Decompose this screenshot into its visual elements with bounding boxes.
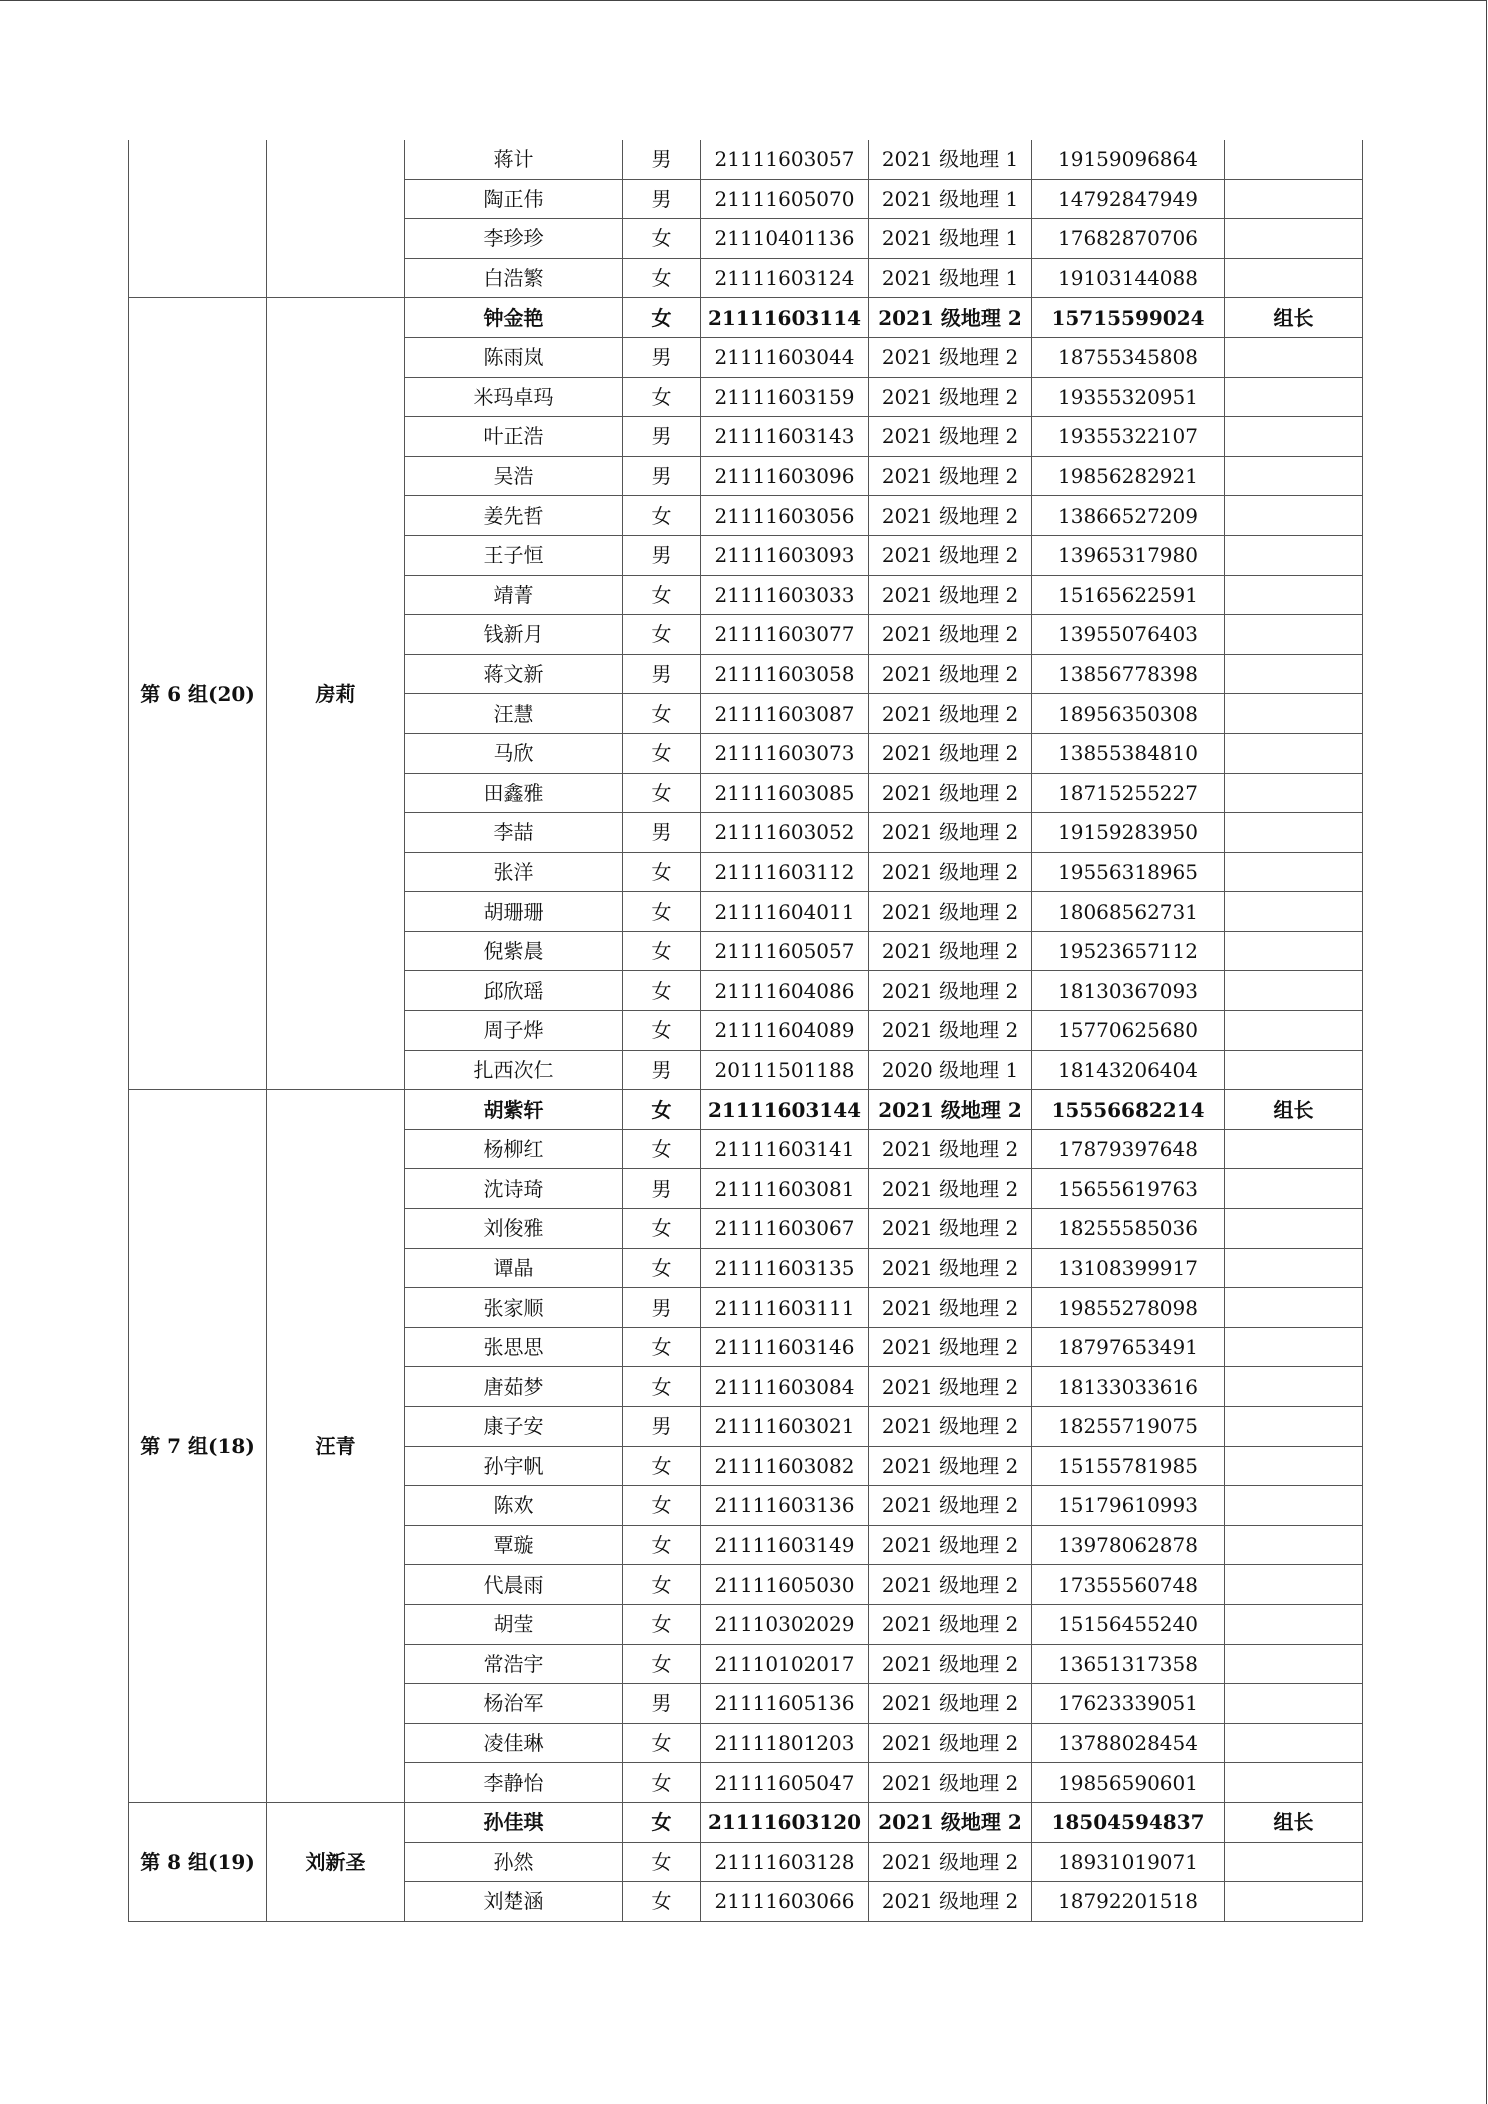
member-role-cell — [1225, 892, 1363, 932]
member-role-cell — [1225, 140, 1363, 179]
member-gender-cell: 女 — [623, 1446, 701, 1486]
group-teacher-cell: 汪青 — [267, 1090, 405, 1803]
member-class-cell: 2021 级地理 2 — [869, 892, 1032, 932]
member-role-cell — [1225, 337, 1363, 377]
member-phone-cell: 18255585036 — [1032, 1209, 1225, 1249]
member-class-cell: 2021 级地理 2 — [869, 496, 1032, 536]
member-class-cell: 2021 级地理 2 — [869, 1169, 1032, 1209]
group-label-cell: 第 7 组(18) — [129, 1090, 267, 1803]
member-role-cell — [1225, 1446, 1363, 1486]
member-name-cell: 张家顺 — [405, 1288, 623, 1328]
member-id-cell: 21110102017 — [701, 1644, 869, 1684]
member-gender-cell: 女 — [623, 1011, 701, 1051]
member-class-cell: 2021 级地理 1 — [869, 140, 1032, 179]
table-row — [129, 1802, 1363, 1842]
member-phone-cell: 19355322107 — [1032, 417, 1225, 457]
member-role-cell — [1225, 615, 1363, 655]
member-class-cell: 2021 级地理 2 — [869, 971, 1032, 1011]
member-role-cell: 组长 — [1225, 298, 1363, 338]
member-gender-cell: 女 — [623, 258, 701, 298]
member-class-cell: 2021 级地理 2 — [869, 1604, 1032, 1644]
member-role-cell — [1225, 1248, 1363, 1288]
member-gender-cell: 女 — [623, 1209, 701, 1249]
member-name-cell: 姜先哲 — [405, 496, 623, 536]
member-role-cell — [1225, 417, 1363, 457]
member-id-cell: 21111605047 — [701, 1763, 869, 1803]
member-role-cell — [1225, 1407, 1363, 1447]
member-name-cell: 康子安 — [405, 1407, 623, 1447]
member-name-cell: 常浩宇 — [405, 1644, 623, 1684]
member-gender-cell: 女 — [623, 1723, 701, 1763]
member-name-cell: 陶正伟 — [405, 179, 623, 219]
member-phone-cell: 15155781985 — [1032, 1446, 1225, 1486]
member-phone-cell: 18715255227 — [1032, 773, 1225, 813]
member-name-cell: 白浩繁 — [405, 258, 623, 298]
member-class-cell: 2021 级地理 2 — [869, 456, 1032, 496]
member-class-cell: 2021 级地理 2 — [869, 1288, 1032, 1328]
group-label-cell — [129, 140, 267, 298]
member-role-cell — [1225, 1763, 1363, 1803]
member-name-cell: 倪紫晨 — [405, 931, 623, 971]
member-class-cell: 2021 级地理 2 — [869, 1684, 1032, 1724]
member-gender-cell: 男 — [623, 535, 701, 575]
member-name-cell: 李珍珍 — [405, 219, 623, 259]
member-phone-cell: 15179610993 — [1032, 1486, 1225, 1526]
member-name-cell: 吴浩 — [405, 456, 623, 496]
member-name-cell: 杨柳红 — [405, 1129, 623, 1169]
member-gender-cell: 女 — [623, 1525, 701, 1565]
member-gender-cell: 女 — [623, 575, 701, 615]
member-name-cell: 杨治军 — [405, 1684, 623, 1724]
member-role-cell — [1225, 773, 1363, 813]
member-class-cell: 2021 级地理 2 — [869, 852, 1032, 892]
member-name-cell: 蒋文新 — [405, 654, 623, 694]
member-gender-cell: 女 — [623, 1802, 701, 1842]
member-phone-cell: 18956350308 — [1032, 694, 1225, 734]
member-role-cell — [1225, 535, 1363, 575]
member-class-cell: 2021 级地理 2 — [869, 773, 1032, 813]
member-class-cell: 2021 级地理 2 — [869, 1486, 1032, 1526]
member-id-cell: 21111605070 — [701, 179, 869, 219]
member-gender-cell: 男 — [623, 337, 701, 377]
member-role-cell — [1225, 733, 1363, 773]
member-phone-cell: 13856778398 — [1032, 654, 1225, 694]
member-gender-cell: 女 — [623, 1604, 701, 1644]
member-role-cell — [1225, 1367, 1363, 1407]
member-gender-cell: 女 — [623, 1882, 701, 1922]
member-role-cell — [1225, 456, 1363, 496]
member-gender-cell: 女 — [623, 615, 701, 655]
member-gender-cell: 男 — [623, 417, 701, 457]
member-class-cell: 2021 级地理 2 — [869, 1446, 1032, 1486]
member-phone-cell: 17879397648 — [1032, 1129, 1225, 1169]
member-name-cell: 李静怡 — [405, 1763, 623, 1803]
member-role-cell — [1225, 1525, 1363, 1565]
member-role-cell — [1225, 1842, 1363, 1882]
member-phone-cell: 18755345808 — [1032, 337, 1225, 377]
member-gender-cell: 女 — [623, 694, 701, 734]
member-id-cell: 21111801203 — [701, 1723, 869, 1763]
member-phone-cell: 15655619763 — [1032, 1169, 1225, 1209]
member-class-cell: 2021 级地理 2 — [869, 813, 1032, 853]
member-gender-cell: 男 — [623, 1407, 701, 1447]
group-teacher-cell: 刘新圣 — [267, 1802, 405, 1921]
member-id-cell: 21111603073 — [701, 733, 869, 773]
member-name-cell: 胡珊珊 — [405, 892, 623, 932]
member-phone-cell: 19355320951 — [1032, 377, 1225, 417]
member-name-cell: 汪慧 — [405, 694, 623, 734]
member-id-cell: 21111603084 — [701, 1367, 869, 1407]
member-class-cell: 2021 级地理 2 — [869, 733, 1032, 773]
member-phone-cell: 18931019071 — [1032, 1842, 1225, 1882]
member-gender-cell: 男 — [623, 456, 701, 496]
member-id-cell: 21111603058 — [701, 654, 869, 694]
member-id-cell: 21111603144 — [701, 1090, 869, 1130]
member-gender-cell: 女 — [623, 733, 701, 773]
member-id-cell: 21111603081 — [701, 1169, 869, 1209]
member-name-cell: 刘俊雅 — [405, 1209, 623, 1249]
member-name-cell: 米玛卓玛 — [405, 377, 623, 417]
member-role-cell — [1225, 931, 1363, 971]
member-id-cell: 21111603077 — [701, 615, 869, 655]
member-id-cell: 21111603159 — [701, 377, 869, 417]
member-name-cell: 钱新月 — [405, 615, 623, 655]
group-roster-table — [128, 140, 1363, 1922]
member-role-cell — [1225, 1565, 1363, 1605]
member-role-cell — [1225, 1288, 1363, 1328]
member-class-cell: 2021 级地理 2 — [869, 654, 1032, 694]
member-name-cell: 陈欢 — [405, 1486, 623, 1526]
member-phone-cell: 19856590601 — [1032, 1763, 1225, 1803]
member-id-cell: 21111603056 — [701, 496, 869, 536]
member-class-cell: 2021 级地理 2 — [869, 1129, 1032, 1169]
member-role-cell — [1225, 852, 1363, 892]
member-gender-cell: 女 — [623, 971, 701, 1011]
member-class-cell: 2021 级地理 2 — [869, 1407, 1032, 1447]
member-role-cell — [1225, 1327, 1363, 1367]
member-class-cell: 2021 级地理 2 — [869, 1842, 1032, 1882]
group-label-cell: 第 6 组(20) — [129, 298, 267, 1090]
member-class-cell: 2021 级地理 2 — [869, 1090, 1032, 1130]
member-id-cell: 21111603141 — [701, 1129, 869, 1169]
roster-body — [129, 140, 1363, 1921]
member-id-cell: 20111501188 — [701, 1050, 869, 1090]
member-class-cell: 2021 级地理 1 — [869, 258, 1032, 298]
member-role-cell — [1225, 694, 1363, 734]
member-id-cell: 21111604011 — [701, 892, 869, 932]
member-gender-cell: 男 — [623, 1684, 701, 1724]
member-gender-cell: 女 — [623, 219, 701, 259]
member-gender-cell: 女 — [623, 892, 701, 932]
member-name-cell: 孙然 — [405, 1842, 623, 1882]
member-id-cell: 21110302029 — [701, 1604, 869, 1644]
member-phone-cell: 18797653491 — [1032, 1327, 1225, 1367]
member-phone-cell: 19855278098 — [1032, 1288, 1225, 1328]
member-name-cell: 沈诗琦 — [405, 1169, 623, 1209]
member-id-cell: 21111603082 — [701, 1446, 869, 1486]
member-role-cell — [1225, 1644, 1363, 1684]
member-gender-cell: 男 — [623, 654, 701, 694]
member-class-cell: 2021 级地理 2 — [869, 337, 1032, 377]
member-phone-cell: 15165622591 — [1032, 575, 1225, 615]
member-id-cell: 21111603033 — [701, 575, 869, 615]
member-gender-cell: 女 — [623, 1129, 701, 1169]
member-role-cell — [1225, 1604, 1363, 1644]
member-phone-cell: 18133033616 — [1032, 1367, 1225, 1407]
member-gender-cell: 女 — [623, 1090, 701, 1130]
member-name-cell: 马欣 — [405, 733, 623, 773]
member-id-cell: 21111603021 — [701, 1407, 869, 1447]
member-name-cell: 陈雨岚 — [405, 337, 623, 377]
member-phone-cell: 17682870706 — [1032, 219, 1225, 259]
member-gender-cell: 女 — [623, 931, 701, 971]
member-name-cell: 刘楚涵 — [405, 1882, 623, 1922]
member-gender-cell: 女 — [623, 1842, 701, 1882]
member-id-cell: 21110401136 — [701, 219, 869, 259]
member-phone-cell: 13978062878 — [1032, 1525, 1225, 1565]
member-class-cell: 2021 级地理 2 — [869, 417, 1032, 457]
member-name-cell: 靖菁 — [405, 575, 623, 615]
member-role-cell — [1225, 1882, 1363, 1922]
member-name-cell: 唐茹梦 — [405, 1367, 623, 1407]
member-phone-cell: 19159096864 — [1032, 140, 1225, 179]
table-row — [129, 140, 1363, 179]
member-phone-cell: 13108399917 — [1032, 1248, 1225, 1288]
member-id-cell: 21111604089 — [701, 1011, 869, 1051]
member-role-cell — [1225, 1684, 1363, 1724]
member-class-cell: 2021 级地理 2 — [869, 615, 1032, 655]
member-id-cell: 21111603044 — [701, 337, 869, 377]
member-id-cell: 21111603087 — [701, 694, 869, 734]
member-class-cell: 2021 级地理 2 — [869, 1011, 1032, 1051]
member-name-cell: 张洋 — [405, 852, 623, 892]
member-gender-cell: 男 — [623, 140, 701, 179]
member-role-cell — [1225, 1486, 1363, 1526]
member-gender-cell: 女 — [623, 773, 701, 813]
member-phone-cell: 17623339051 — [1032, 1684, 1225, 1724]
member-name-cell: 扎西次仁 — [405, 1050, 623, 1090]
member-phone-cell: 15156455240 — [1032, 1604, 1225, 1644]
member-gender-cell: 女 — [623, 1248, 701, 1288]
member-phone-cell: 18255719075 — [1032, 1407, 1225, 1447]
member-id-cell: 21111603066 — [701, 1882, 869, 1922]
member-id-cell: 21111605030 — [701, 1565, 869, 1605]
member-class-cell: 2021 级地理 2 — [869, 1209, 1032, 1249]
member-role-cell — [1225, 179, 1363, 219]
group-teacher-cell — [267, 140, 405, 298]
member-id-cell: 21111603111 — [701, 1288, 869, 1328]
member-gender-cell: 女 — [623, 1565, 701, 1605]
member-role-cell — [1225, 1050, 1363, 1090]
member-role-cell: 组长 — [1225, 1802, 1363, 1842]
member-class-cell: 2021 级地理 2 — [869, 377, 1032, 417]
member-role-cell — [1225, 654, 1363, 694]
member-role-cell — [1225, 971, 1363, 1011]
member-gender-cell: 男 — [623, 1169, 701, 1209]
member-class-cell: 2021 级地理 2 — [869, 1565, 1032, 1605]
member-name-cell: 田鑫雅 — [405, 773, 623, 813]
member-phone-cell: 18504594837 — [1032, 1802, 1225, 1842]
member-class-cell: 2021 级地理 2 — [869, 1327, 1032, 1367]
member-gender-cell: 女 — [623, 852, 701, 892]
member-gender-cell: 女 — [623, 1644, 701, 1684]
member-role-cell — [1225, 219, 1363, 259]
member-name-cell: 覃璇 — [405, 1525, 623, 1565]
table-row — [129, 298, 1363, 338]
member-name-cell: 凌佳琳 — [405, 1723, 623, 1763]
member-name-cell: 钟金艳 — [405, 298, 623, 338]
member-id-cell: 21111605057 — [701, 931, 869, 971]
member-role-cell — [1225, 258, 1363, 298]
member-id-cell: 21111604086 — [701, 971, 869, 1011]
member-name-cell: 代晨雨 — [405, 1565, 623, 1605]
member-phone-cell: 13855384810 — [1032, 733, 1225, 773]
member-gender-cell: 女 — [623, 1763, 701, 1803]
member-phone-cell: 18143206404 — [1032, 1050, 1225, 1090]
member-gender-cell: 女 — [623, 1486, 701, 1526]
member-id-cell: 21111603114 — [701, 298, 869, 338]
member-gender-cell: 男 — [623, 179, 701, 219]
member-phone-cell: 18068562731 — [1032, 892, 1225, 932]
member-class-cell: 2021 级地理 2 — [869, 1802, 1032, 1842]
member-class-cell: 2021 级地理 2 — [869, 1882, 1032, 1922]
member-name-cell: 谭晶 — [405, 1248, 623, 1288]
member-name-cell: 孙宇帆 — [405, 1446, 623, 1486]
member-name-cell: 叶正浩 — [405, 417, 623, 457]
member-id-cell: 21111603085 — [701, 773, 869, 813]
member-name-cell: 胡莹 — [405, 1604, 623, 1644]
member-class-cell: 2021 级地理 2 — [869, 694, 1032, 734]
member-role-cell — [1225, 813, 1363, 853]
member-phone-cell: 17355560748 — [1032, 1565, 1225, 1605]
member-gender-cell: 男 — [623, 813, 701, 853]
member-role-cell — [1225, 377, 1363, 417]
member-id-cell: 21111603096 — [701, 456, 869, 496]
member-class-cell: 2021 级地理 2 — [869, 535, 1032, 575]
member-phone-cell: 15715599024 — [1032, 298, 1225, 338]
member-name-cell: 蒋计 — [405, 140, 623, 179]
member-phone-cell: 19103144088 — [1032, 258, 1225, 298]
member-phone-cell: 15556682214 — [1032, 1090, 1225, 1130]
member-class-cell: 2021 级地理 2 — [869, 1248, 1032, 1288]
member-class-cell: 2021 级地理 2 — [869, 575, 1032, 615]
page-top-edge — [0, 0, 1486, 1]
member-gender-cell: 女 — [623, 377, 701, 417]
member-class-cell: 2021 级地理 2 — [869, 1763, 1032, 1803]
member-phone-cell: 18130367093 — [1032, 971, 1225, 1011]
table-row — [129, 1090, 1363, 1130]
member-phone-cell: 14792847949 — [1032, 179, 1225, 219]
member-phone-cell: 13965317980 — [1032, 535, 1225, 575]
member-gender-cell: 女 — [623, 1367, 701, 1407]
member-id-cell: 21111603124 — [701, 258, 869, 298]
member-gender-cell: 男 — [623, 1288, 701, 1328]
member-id-cell: 21111603057 — [701, 140, 869, 179]
member-role-cell — [1225, 496, 1363, 536]
member-id-cell: 21111603067 — [701, 1209, 869, 1249]
group-teacher-cell: 房莉 — [267, 298, 405, 1090]
member-role-cell — [1225, 1169, 1363, 1209]
member-role-cell: 组长 — [1225, 1090, 1363, 1130]
member-phone-cell: 19856282921 — [1032, 456, 1225, 496]
member-phone-cell: 19523657112 — [1032, 931, 1225, 971]
member-phone-cell: 19556318965 — [1032, 852, 1225, 892]
member-role-cell — [1225, 1723, 1363, 1763]
member-gender-cell: 女 — [623, 298, 701, 338]
member-id-cell: 21111603093 — [701, 535, 869, 575]
member-phone-cell: 19159283950 — [1032, 813, 1225, 853]
member-phone-cell: 15770625680 — [1032, 1011, 1225, 1051]
member-id-cell: 21111603120 — [701, 1802, 869, 1842]
member-name-cell: 孙佳琪 — [405, 1802, 623, 1842]
member-class-cell: 2021 级地理 2 — [869, 1723, 1032, 1763]
member-class-cell: 2021 级地理 1 — [869, 219, 1032, 259]
member-phone-cell: 13866527209 — [1032, 496, 1225, 536]
member-phone-cell: 13651317358 — [1032, 1644, 1225, 1684]
member-id-cell: 21111603052 — [701, 813, 869, 853]
member-name-cell: 邱欣瑶 — [405, 971, 623, 1011]
member-gender-cell: 女 — [623, 1327, 701, 1367]
member-role-cell — [1225, 575, 1363, 615]
member-phone-cell: 13955076403 — [1032, 615, 1225, 655]
member-class-cell: 2021 级地理 2 — [869, 1525, 1032, 1565]
member-name-cell: 王子恒 — [405, 535, 623, 575]
member-name-cell: 李喆 — [405, 813, 623, 853]
member-role-cell — [1225, 1129, 1363, 1169]
member-id-cell: 21111603143 — [701, 417, 869, 457]
member-id-cell: 21111603136 — [701, 1486, 869, 1526]
page-right-edge — [1486, 0, 1487, 2104]
member-gender-cell: 男 — [623, 1050, 701, 1090]
member-class-cell: 2021 级地理 2 — [869, 298, 1032, 338]
member-id-cell: 21111603146 — [701, 1327, 869, 1367]
member-class-cell: 2021 级地理 2 — [869, 1644, 1032, 1684]
member-class-cell: 2021 级地理 2 — [869, 1367, 1032, 1407]
member-name-cell: 张思思 — [405, 1327, 623, 1367]
member-phone-cell: 13788028454 — [1032, 1723, 1225, 1763]
group-label-cell: 第 8 组(19) — [129, 1802, 267, 1921]
member-name-cell: 周子烨 — [405, 1011, 623, 1051]
member-class-cell: 2021 级地理 2 — [869, 931, 1032, 971]
member-name-cell: 胡紫轩 — [405, 1090, 623, 1130]
member-id-cell: 21111603135 — [701, 1248, 869, 1288]
member-id-cell: 21111603149 — [701, 1525, 869, 1565]
member-phone-cell: 18792201518 — [1032, 1882, 1225, 1922]
member-id-cell: 21111603112 — [701, 852, 869, 892]
member-gender-cell: 女 — [623, 496, 701, 536]
member-class-cell: 2020 级地理 1 — [869, 1050, 1032, 1090]
member-class-cell: 2021 级地理 1 — [869, 179, 1032, 219]
member-id-cell: 21111605136 — [701, 1684, 869, 1724]
member-id-cell: 21111603128 — [701, 1842, 869, 1882]
member-role-cell — [1225, 1209, 1363, 1249]
member-role-cell — [1225, 1011, 1363, 1051]
